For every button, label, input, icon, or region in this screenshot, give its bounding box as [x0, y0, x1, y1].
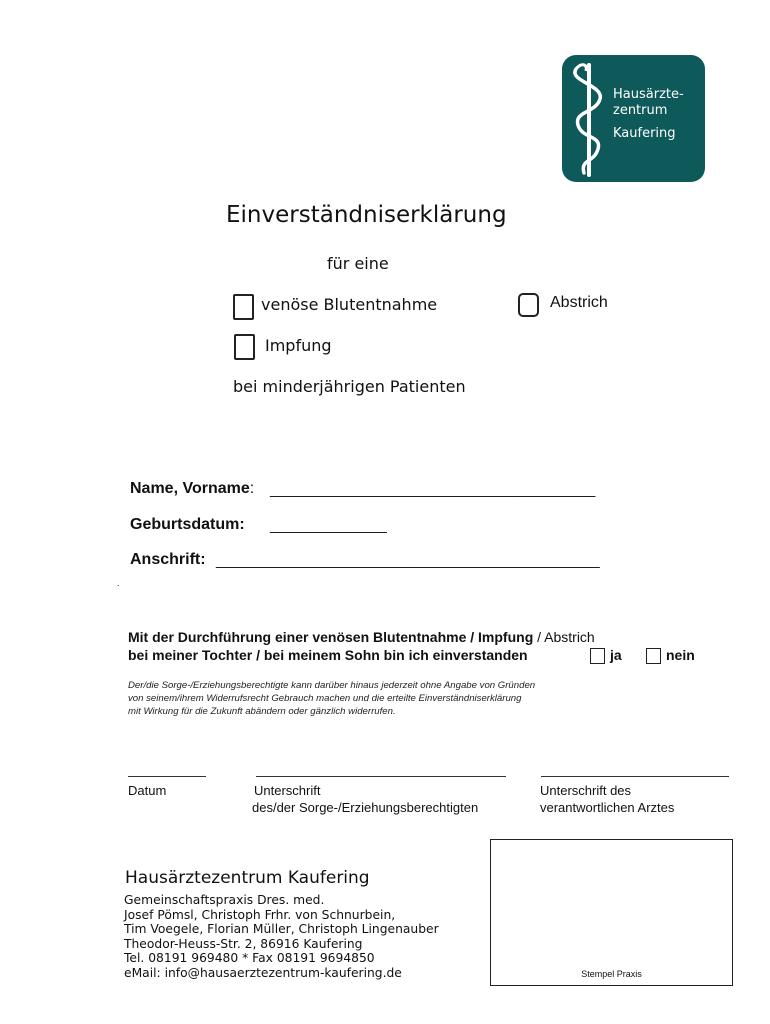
address-line-2: Josef Pömsl, Christoph Frhr. von Schnurbein, — [124, 907, 396, 922]
stamp-box — [490, 839, 733, 986]
consent-yes-checkbox[interactable] — [590, 648, 605, 664]
name-line: _______________________________________ — [270, 481, 596, 498]
doctor-signature-line[interactable] — [541, 776, 729, 777]
consent-line-2: bei meiner Tochter / bei meinem Sohn bin ich einverstanden — [128, 647, 528, 663]
revocation-line-1: Der/die Sorge-/Erziehungsberechtigte kann darüber hinaus jederzeit ohne Angabe von Gründen — [128, 680, 536, 691]
revocation-line-2: von seinem/ihrem Widerrufsrecht Gebrauch machen und die erteilte Einverständniserklärung — [128, 693, 522, 704]
consent-no-label: nein — [666, 647, 695, 663]
consent-line-1-bold: Mit der Durchführung einer venösen Blutentnahme / Impfung — [128, 629, 534, 645]
address-line-5: Tel. 08191 969480 * Fax 08191 9694850 — [124, 951, 375, 966]
blood-sample-checkbox[interactable] — [233, 294, 254, 320]
address-line-1: Gemeinschaftspraxis Dres. med. — [124, 893, 325, 907]
name-field[interactable] — [130, 480, 254, 498]
address-line[interactable]: ______________________________________________ — [216, 552, 600, 569]
vaccine-label: Impfung — [265, 336, 332, 355]
address-label: Anschrift: — [130, 551, 206, 568]
birthdate-line[interactable]: ______________ — [270, 517, 387, 534]
address-line-3: Tim Voegele, Florian Müller, Christoph Lingenauber — [124, 922, 439, 937]
address-line-4: Theodor-Heuss-Str. 2, 86916 Kaufering — [124, 936, 363, 951]
consent-no-checkbox[interactable] — [646, 648, 661, 664]
guardian-label-1: Unterschrift — [254, 783, 321, 798]
guardian-signature-line[interactable] — [256, 776, 506, 777]
doctor-label-2: verantwortlichen Arztes — [540, 800, 675, 815]
vaccine-checkbox[interactable] — [234, 334, 255, 360]
practice-address-block — [124, 893, 439, 981]
blood-sample-label: venöse Blutentnahme — [261, 295, 438, 314]
consent-line-1-normal: / Abstrich — [533, 629, 595, 645]
revocation-text — [128, 679, 535, 718]
swab-checkbox[interactable] — [518, 293, 539, 317]
name-colon: : — [249, 480, 255, 497]
date-signature-line[interactable] — [128, 776, 206, 777]
minor-patients-text: bei minderjährigen Patienten — [233, 377, 466, 396]
name-label: Name, Vorname — [130, 480, 250, 497]
logo-line-2: zentrum — [613, 103, 668, 118]
logo-line-1: Hausärzte- — [613, 87, 684, 102]
practice-name: Hausärztezentrum Kaufering — [125, 868, 370, 888]
revocation-line-3: mit Wirkung für die Zukunft abändern oder gänzlich widerrufen. — [128, 706, 396, 717]
address-line-6: eMail: info@hausaerztezentrum-kaufering.de — [124, 965, 402, 980]
stamp-label: Stempel Praxis — [581, 969, 642, 979]
caduceus-icon — [566, 59, 612, 179]
logo-line-3: Kaufering — [613, 126, 676, 141]
practice-logo — [562, 55, 705, 182]
consent-line-1 — [128, 629, 595, 645]
date-label: Datum — [128, 783, 167, 798]
page-title: Einverständniserklärung — [226, 202, 507, 228]
for-text: für eine — [327, 254, 389, 273]
consent-yes-label: ja — [610, 647, 622, 663]
birthdate-label: Geburtsdatum: — [130, 516, 245, 533]
doctor-label-1: Unterschrift des — [540, 783, 632, 798]
swab-label: Abstrich — [550, 294, 608, 311]
guardian-label-2: des/der Sorge-/Erziehungsberechtigten — [252, 800, 479, 815]
dot-mark: . — [117, 578, 120, 588]
